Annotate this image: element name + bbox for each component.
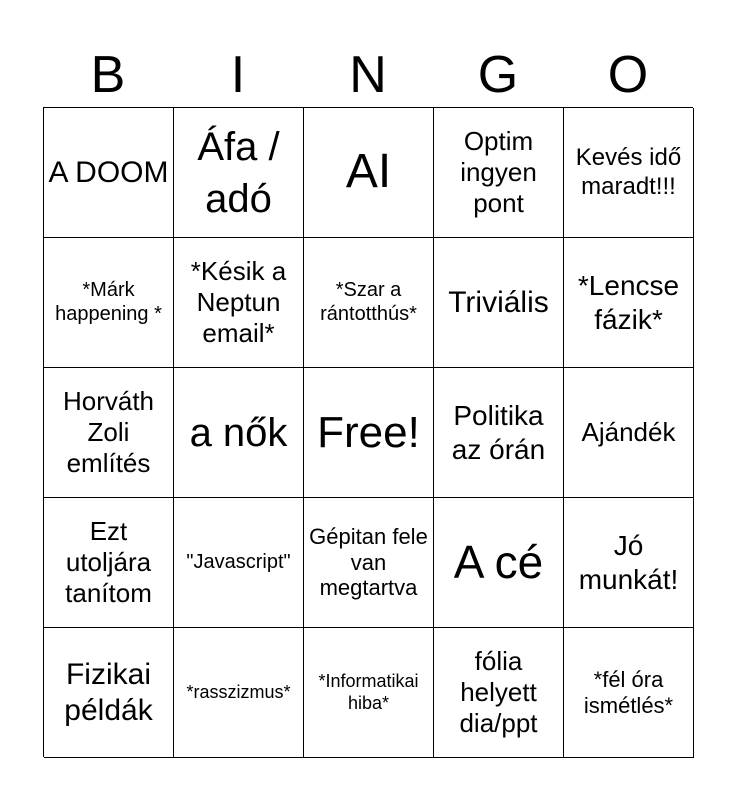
- bingo-cell[interactable]: "Javascript": [174, 498, 304, 628]
- header-letter-o: O: [607, 46, 649, 104]
- bingo-cell[interactable]: Gépitan fele van megtartva: [304, 498, 434, 628]
- bingo-cell[interactable]: Free!: [304, 368, 434, 498]
- bingo-cell[interactable]: fólia helyett dia/ppt: [434, 628, 564, 758]
- bingo-cell[interactable]: *Márk happening *: [44, 238, 174, 368]
- bingo-cell[interactable]: AI: [304, 108, 434, 238]
- header-letter-g: G: [477, 46, 519, 104]
- bingo-cell[interactable]: A cé: [434, 498, 564, 628]
- header-letter-b: B: [90, 46, 126, 104]
- bingo-cell[interactable]: Optim ingyen pont: [434, 108, 564, 238]
- bingo-cell[interactable]: *Informatikai hiba*: [304, 628, 434, 758]
- bingo-cell[interactable]: Kevés idő maradt!!!: [564, 108, 694, 238]
- bingo-cell[interactable]: *fél óra ismétlés*: [564, 628, 694, 758]
- header-letter-i: I: [230, 46, 246, 104]
- bingo-cell[interactable]: a nők: [174, 368, 304, 498]
- bingo-cell[interactable]: *Szar a rántotthús*: [304, 238, 434, 368]
- bingo-cell[interactable]: Áfa / adó: [174, 108, 304, 238]
- bingo-board: [43, 107, 693, 757]
- bingo-cell[interactable]: *Lencse fázik*: [564, 238, 694, 368]
- bingo-cell[interactable]: Horváth Zoli említés: [44, 368, 174, 498]
- bingo-header: [43, 44, 693, 106]
- bingo-cell[interactable]: Jó munkát!: [564, 498, 694, 628]
- bingo-cell[interactable]: Politika az órán: [434, 368, 564, 498]
- bingo-cell[interactable]: Fizikai példák: [44, 628, 174, 758]
- bingo-cell[interactable]: Triviális: [434, 238, 564, 368]
- bingo-cell[interactable]: A DOOM: [44, 108, 174, 238]
- bingo-cell[interactable]: Ajándék: [564, 368, 694, 498]
- bingo-cell[interactable]: Ezt utoljára tanítom: [44, 498, 174, 628]
- bingo-cell[interactable]: *Késik a Neptun email*: [174, 238, 304, 368]
- bingo-cell[interactable]: *rasszizmus*: [174, 628, 304, 758]
- header-letter-n: N: [349, 46, 387, 104]
